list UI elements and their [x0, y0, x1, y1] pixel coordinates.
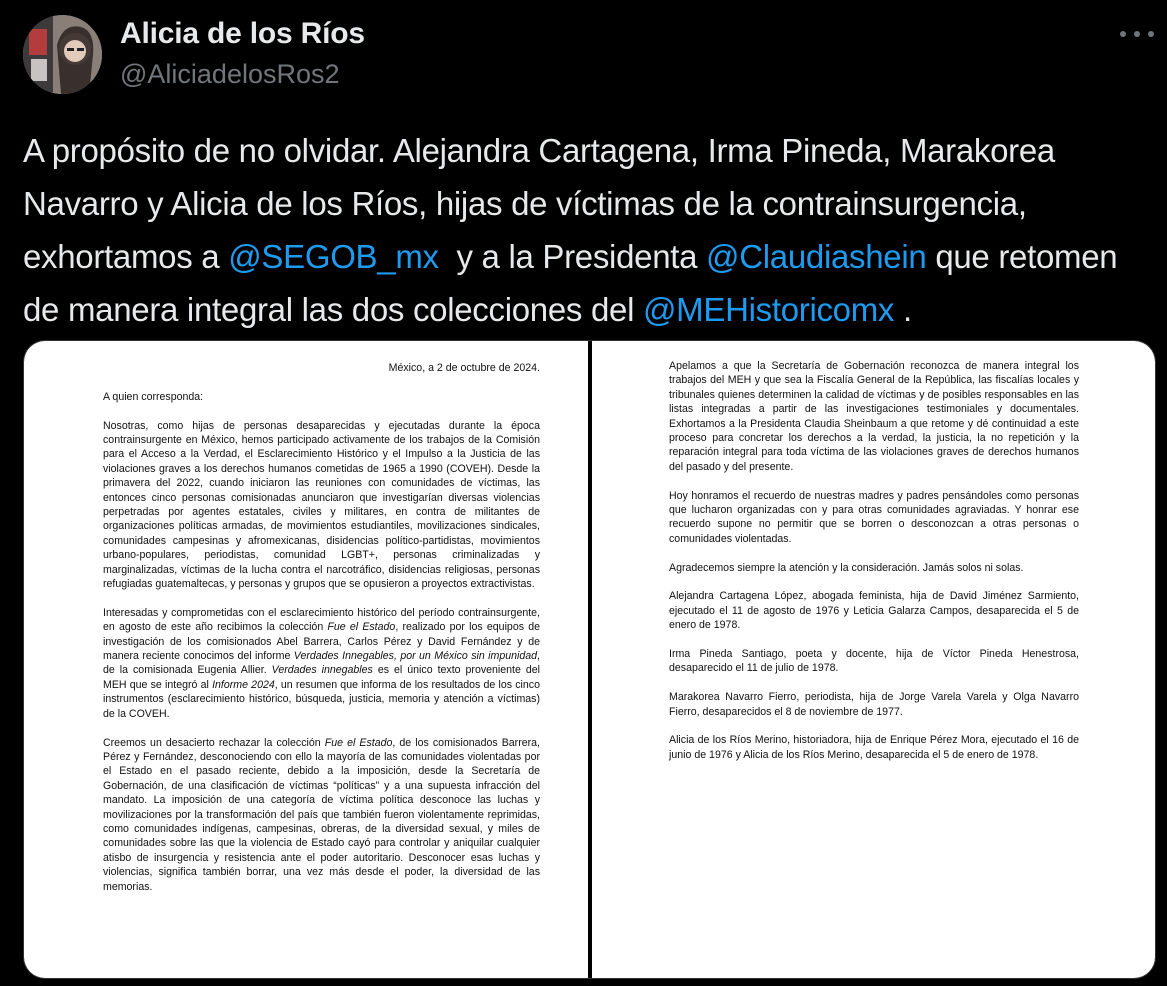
letter-paragraph: Creemos un desacierto rechazar la colección Fue el Estado, de los comisionados Barrera, Pérez y Fernández, desconociendo con ello la mayoría de las comunidades violentadas por el Estado en el pasado reciente, debido a la imposición, desde la Secretaría de Gobernación, de una clasificación de víctimas “políticas” y a una supuesta infracción del mandato. La imposición de una categoría de víctima política desconoce las luchas y movilizaciones por la transformación del país que también fueron violentamente reprimidas, como comunidades indígenas, campesinas, obreras, de la diversidad sexual, y miles de comunidades sobre las que la violencia de Estado cayó para controlar y aniquilar cualquier atisbo de insurgencia y resistencia ante el poder autoritario. Desconocer esas luchas y violencias, significa también borrar, una vez más desde el poder, la diversidad de las memorias.: [103, 736, 540, 893]
avatar-image: [23, 15, 102, 94]
dot: [1134, 31, 1140, 37]
letter-page-2[interactable]: [592, 341, 1155, 978]
author-display-name[interactable]: Alicia de los Ríos: [120, 17, 365, 50]
letter-paragraph: Hoy honramos el recuerdo de nuestras madres y padres pensándoles como personas que lucharon organizadas con y para otras comunidades agraviadas. Y honrar ese recuerdo supone no permitir que se borren o desconozcan a otras personas o comunidades violentadas.: [669, 489, 1079, 545]
signatory: Marakorea Navarro Fierro, periodista, hija de Jorge Varela Varela y Olga Navarro Fierro, desaparecidos el 8 de noviembre de 1977.: [669, 691, 1079, 718]
letter-paragraph: Apelamos a que la Secretaría de Gobernación reconozca de manera integral los trabajos del MEH y que sea la Fiscalía General de la República, las fiscalías locales y tribunales quienes determinen la calidad de víctimas y de posibles responsables en las listas integradas a partir de las investigaciones testimoniales y documentales. Exhortamos a la Presidenta Claudia Sheinbaum a que retome y dé continuidad a este proceso para concretar los derechos a la verdad, la justicia, la no repetición y la reparación integral para toda víctima de las violaciones graves de derechos humanos del pasado y del presente.: [669, 360, 1079, 473]
author-avatar[interactable]: [23, 15, 102, 94]
letter-salutation: A quien corresponda:: [103, 390, 204, 403]
dot: [1148, 31, 1154, 37]
tweet-text-part: y a la Presidenta: [438, 238, 707, 275]
signatory: Irma Pineda Santiago, poeta y docente, hija de Víctor Pineda Henestrosa, desaparecido el 11 de julio de 1978.: [669, 648, 1079, 675]
mention-claudiashein[interactable]: @Claudiashein: [706, 238, 927, 275]
tweet-text-part: A propósito de no olvidar. Alejandra Cartagena, Irma Pineda, Marakorea Navarro y Alicia de los Ríos, hijas de víctimas de la contrainsurgencia, exhortamos a: [23, 132, 1055, 275]
signatory: Alejandra Cartagena López, abogada feminista, hija de David Jiménez Sarmiento, ejecutado el 11 de agosto de 1976 y Leticia Galarza Campos, desaparecida el 5 de enero de 1978.: [669, 590, 1079, 632]
tweet-text-part: .: [894, 291, 912, 328]
dot: [1120, 31, 1126, 37]
letter-paragraph: Nosotras, como hijas de personas desaparecidas y ejecutadas durante la época contrainsurgente en México, hemos participado activamente de los trabajos de la Comisión para el Acceso a la Verdad, el Esclarecimiento Histórico y el Impulso a la Justicia de las violaciones graves a los derechos humanos cometidas de 1965 a 1990 (COVEH). Desde la primavera del 2022, cuando iniciaron las reuniones con comunidades de víctimas, las entonces cinco personas comisionadas anunciaron que investigarían diversas violencias perpetradas por agentes estatales, civiles y militares, en contra de militantes de organizaciones políticas armadas, de movimientos estudiantiles, movilizaciones sindicales, comunidades campesinas y afromexicanas, disidencias político-partidistas, movimientos urbano-populares, periodistas, comunidad LGBT+, personas criminalizadas y marginalizadas, víctimas de la lucha contra el narcotráfico, disidencias religiosas, personas refugiadas guatemaltecas, y personas y grupos que se opusieron a proyectos extractivistas.: [103, 419, 540, 591]
author-handle[interactable]: @AliciadelosRos2: [120, 59, 340, 89]
tweet-text-part: que retomen de manera integral las dos colecciones del: [23, 238, 1118, 328]
letter-date: México, a 2 de octubre de 2024.: [388, 362, 540, 374]
tweet-media[interactable]: [23, 340, 1156, 979]
more-options-icon[interactable]: [1120, 26, 1154, 42]
mention-segob[interactable]: @SEGOB_mx: [228, 238, 439, 275]
tweet-text: [23, 124, 1148, 336]
letter-paragraph: Agradecemos siempre la atención y la consideración. Jamás solos ni solas.: [669, 561, 1024, 574]
signatory: Alicia de los Ríos Merino, historiadora, hija de Enrique Pérez Mora, ejecutado el 16 de junio de 1976 y Alicia de los Ríos Merino, desaparecida el 5 de enero de 1978.: [669, 734, 1079, 761]
mention-mehistoricomx[interactable]: @MEHistoricomx: [642, 291, 895, 328]
letter-page-1[interactable]: [24, 341, 588, 978]
letter-paragraph: Interesadas y comprometidas con el esclarecimiento histórico del período contrainsurgente, en agosto de este año recibimos la colección Fue el Estado, realizado por los equipos de investigación de los comisionados Abel Barrera, Carlos Pérez y David Fernández y de manera reciente conocimos del informe Verdades Innegables, por un México sin impunidad, de la comisionada Eugenia Allier. Verdades innegables es el único texto proveniente del MEH que se integró al Informe 2024, un resumen que informa de los resultados de los cinco instrumentos (esclarecimiento histórico, búsqueda, justicia, memoria y atención a víctimas) de la COVEH.: [103, 606, 541, 720]
